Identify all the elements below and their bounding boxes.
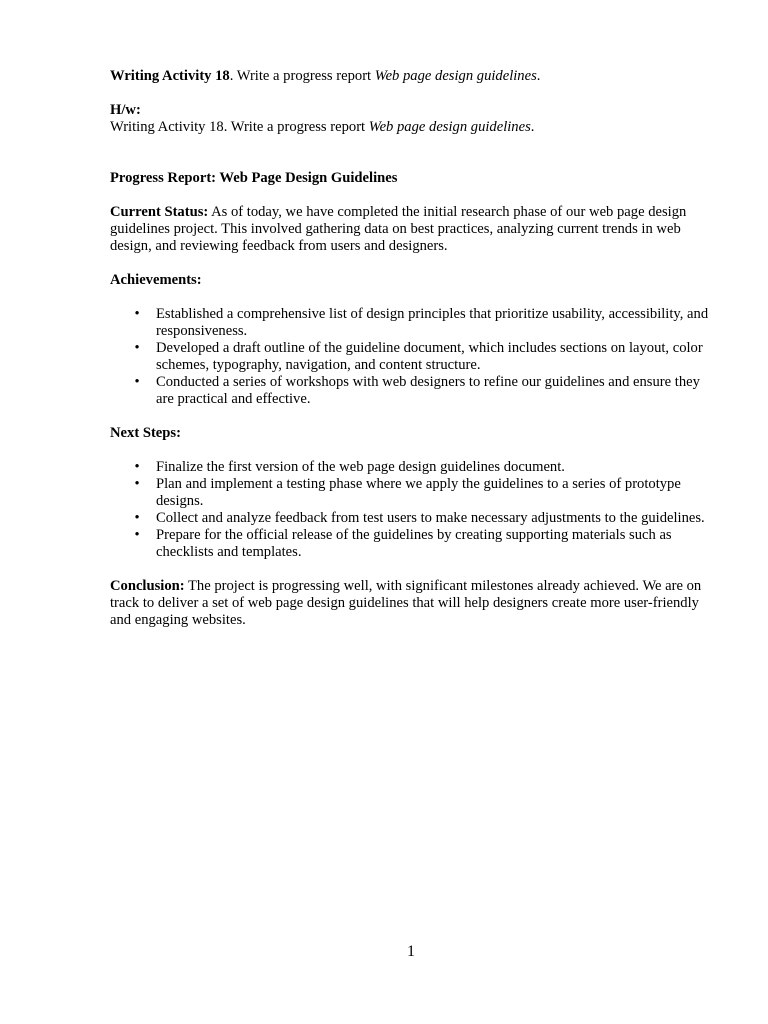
achievements-heading-text: Achievements:	[110, 272, 202, 288]
list-item-text: Established a comprehensive list of design principles that prioritize usability, accessibility, and responsiveness.	[156, 306, 709, 339]
assignment-topic: Web page design guidelines	[374, 68, 537, 84]
list-item	[110, 306, 720, 340]
report-title-text: Progress Report: Web Page Design Guidelines	[110, 170, 398, 186]
next-steps-list	[110, 459, 720, 561]
list-item-text: Finalize the first version of the web page design guidelines document.	[156, 459, 565, 475]
assignment-text: . Write a progress report	[229, 68, 375, 84]
list-item	[110, 374, 720, 408]
assignment-label: Writing Activity 18	[110, 68, 230, 84]
homework-label-text: H/w:	[110, 102, 141, 118]
current-status-paragraph	[110, 204, 720, 255]
achievements-heading	[110, 272, 720, 289]
bullet-icon: •	[134, 476, 140, 492]
achievements-list	[110, 306, 720, 408]
assignment-end: .	[536, 68, 541, 84]
current-status-text: As of today, we have completed the initial research phase of our web page design guidelines project. This involved gathering data on best practices, analyzing current trends in web design, and reviewing feedback from users and designers.	[110, 204, 687, 254]
homework-text: Writing Activity 18. Write a progress report	[110, 119, 369, 135]
list-item	[110, 476, 720, 510]
next-steps-heading	[110, 425, 720, 442]
conclusion-label: Conclusion:	[110, 578, 185, 594]
list-item-text: Plan and implement a testing phase where we apply the guidelines to a series of prototype designs.	[156, 476, 681, 509]
list-item	[110, 510, 720, 527]
next-steps-heading-text: Next Steps:	[110, 425, 181, 441]
bullet-icon: •	[134, 306, 140, 322]
bullet-icon: •	[134, 340, 140, 356]
bullet-icon: •	[134, 459, 140, 475]
homework-label	[110, 102, 720, 119]
homework-topic: Web page design guidelines	[368, 119, 531, 135]
bullet-icon: •	[134, 527, 140, 543]
bullet-icon: •	[134, 374, 140, 390]
conclusion-paragraph	[110, 578, 720, 629]
report-title	[110, 170, 720, 187]
list-item-text: Conducted a series of workshops with web designers to refine our guidelines and ensure they are practical and effective.	[156, 374, 700, 407]
list-item-text: Developed a draft outline of the guideline document, which includes sections on layout, color schemes, typography, navigation, and content structure.	[156, 340, 703, 373]
homework-end: .	[530, 119, 535, 135]
list-item	[110, 527, 720, 561]
list-item	[110, 340, 720, 374]
list-item-text: Collect and analyze feedback from test users to make necessary adjustments to the guidelines.	[156, 510, 705, 526]
homework-line	[110, 119, 720, 136]
assignment-line	[110, 68, 720, 85]
bullet-icon: •	[134, 510, 140, 526]
list-item	[110, 459, 720, 476]
page-number: 1	[407, 943, 415, 960]
document-body	[110, 68, 720, 629]
list-item-text: Prepare for the official release of the guidelines by creating supporting materials such as checklists and templates.	[156, 527, 672, 560]
current-status-label: Current Status:	[110, 204, 209, 220]
conclusion-text: The project is progressing well, with significant milestones already achieved. We are on track to deliver a set of web page design guidelines that will help designers create more user-friendly and engaging websites.	[110, 578, 702, 628]
